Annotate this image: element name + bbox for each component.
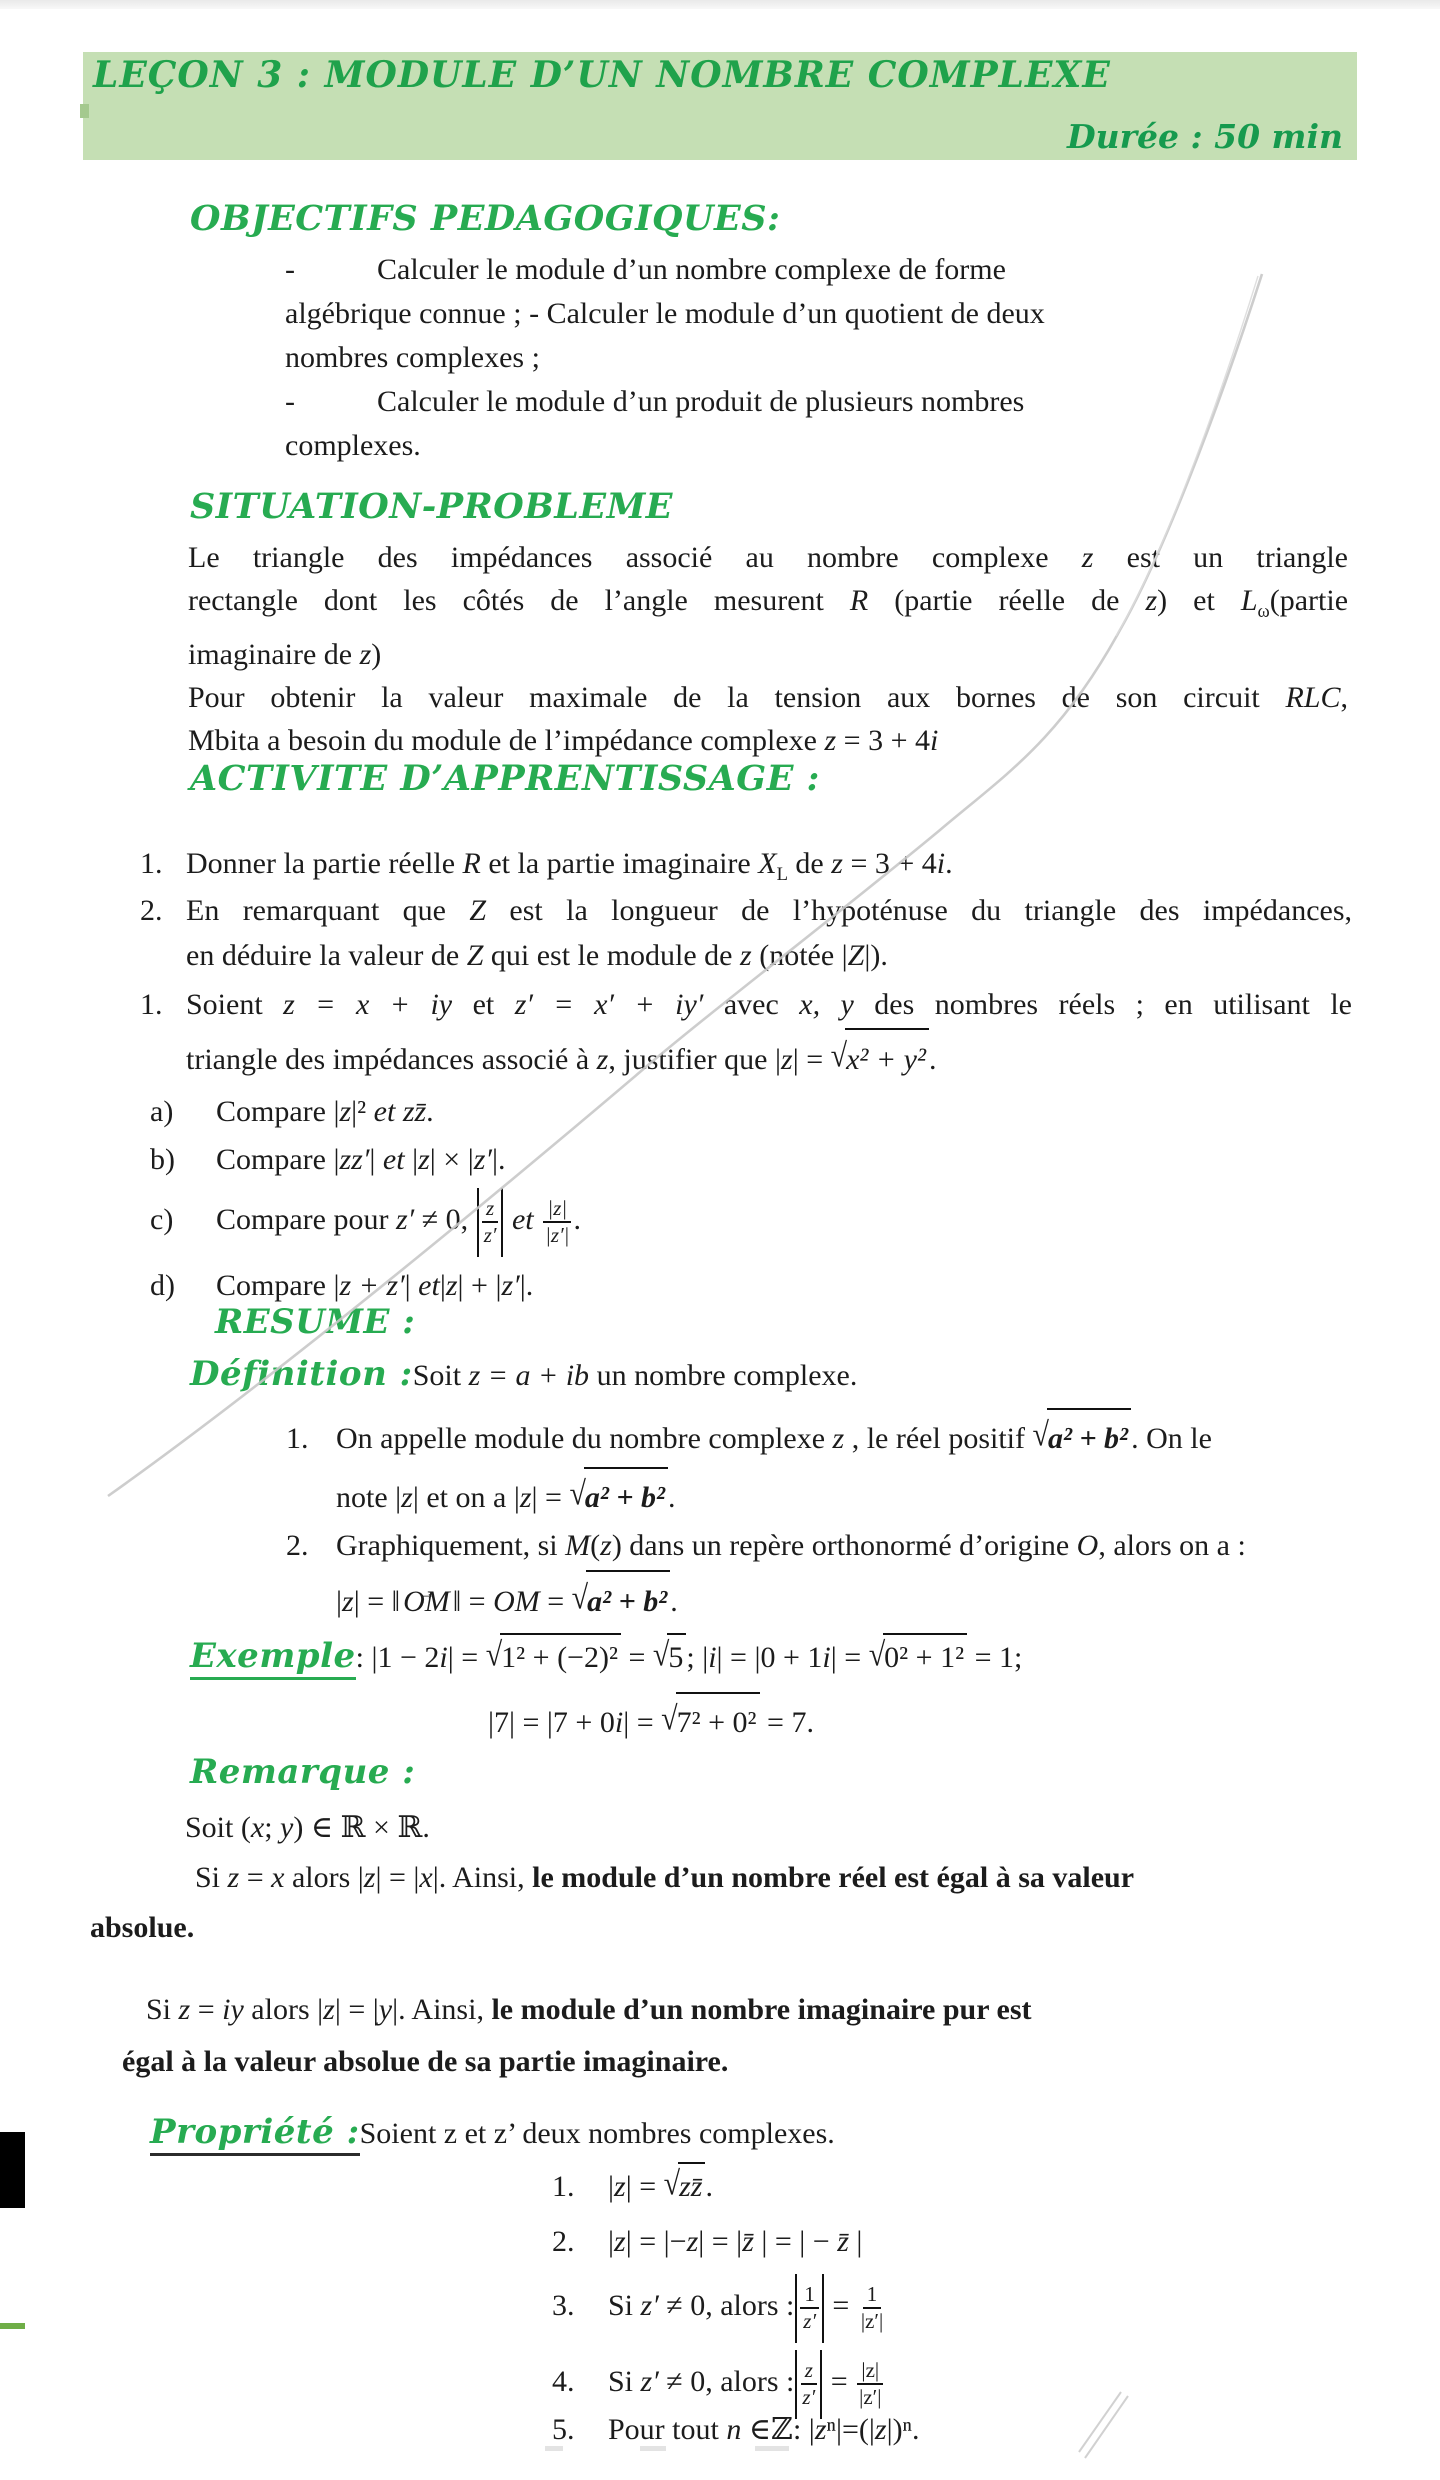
item-text: On appelle module du nombre complexe z , le réel positif √a² + b² . On le	[336, 1408, 1212, 1467]
item-text: Compare |z|² et zz̄.	[216, 1095, 434, 1128]
example-text: |1 − 2i| = √1² + (−2)² = √5 ; |i| = |0 + 1i| = √0² + 1² = 1;	[364, 1641, 1022, 1674]
item-marker: d)	[150, 1269, 175, 1302]
definition-line	[190, 1354, 857, 1398]
definition-item-1	[286, 1408, 1356, 1526]
item-number: 1.	[140, 988, 163, 1021]
item-text: Soient z = x + iy et z′ = x′ + iy′ avec x, y des nombres réels ; en utilisant le	[186, 988, 1352, 1021]
scan-artifact-faint-dash	[755, 2446, 789, 2451]
item-text: En remarquant que Z est la longueur de l’hypoténuse du triangle des impédances,	[186, 894, 1352, 927]
lesson-title: LEÇON 3 : MODULE D’UN NOMBRE COMPLEXE	[93, 54, 1111, 96]
example-line-2: |7| = |7 + 0i| = √7² + 0² = 7.	[488, 1692, 814, 1751]
item-text: Pour tout n ∈ℤ: |zⁿ|=(|z|)ⁿ.	[608, 2413, 920, 2446]
item-number: 3.	[552, 2289, 575, 2322]
item-marker: a)	[150, 1095, 174, 1128]
item-text: |z| = √zz̄ .	[608, 2162, 713, 2209]
scan-artifact-faint-dash	[640, 2446, 666, 2451]
situation-line: Mbita a besoin du module de l’impédance complexe z = 3 + 4i	[188, 724, 939, 757]
item-number: 2.	[140, 894, 163, 927]
item-number: 1.	[140, 847, 163, 880]
lesson-banner	[83, 52, 1357, 160]
item-number: 5.	[552, 2413, 575, 2446]
objective-line: algébrique connue ; - Calculer le module d’un quotient de deux	[285, 297, 1045, 330]
item-number: 4.	[552, 2365, 575, 2398]
example-colon: :	[355, 1641, 364, 1674]
bullet-dash: -	[285, 385, 295, 418]
item-text: |z| = ‖ OM → ‖ = OM = √a² + b² .	[336, 1570, 1246, 1631]
definition-intro: Soit z = a + ib un nombre complexe.	[412, 1359, 858, 1392]
situation-line: rectangle dont les côtés de l’angle mesurent R (partie réelle de z) et $L_\omega(partie$	[188, 584, 1349, 622]
objective-text: Calculer le module d’un nombre complexe de forme	[377, 253, 1006, 286]
property-item-2	[552, 2220, 862, 2264]
property-item-5	[552, 2408, 920, 2452]
activity-item-3	[140, 982, 1352, 1089]
objectives-paragraph	[285, 248, 1265, 468]
activity-subitem-c	[150, 1180, 581, 1260]
item-number: 2.	[552, 2225, 575, 2258]
definition-item-2	[286, 1522, 1356, 1631]
objective-line: complexes.	[285, 429, 421, 462]
item-number: 2.	[286, 1529, 309, 1562]
activity-subitem-a	[150, 1090, 434, 1134]
situation-heading: SITUATION-PROBLEME	[190, 486, 673, 527]
property-item-3	[552, 2266, 887, 2346]
lesson-duration: Durée : 50 min	[1066, 117, 1343, 156]
activity-heading: ACTIVITE D’APPRENTISSAGE :	[190, 758, 820, 799]
item-text: Compare pour z′ ≠ 0, $\frac{z}{z'}$ et $\frac{|z|}{|z'|}$ .	[216, 1180, 581, 1260]
item-number: 1.	[286, 1422, 309, 1455]
item-number: 1.	[552, 2170, 575, 2203]
remark-line: Si z = iy alors |z| = |y|. Ainsi, le module d’un nombre imaginaire pur est	[146, 1993, 1032, 2026]
definition-label: Définition :	[190, 1354, 413, 1394]
item-text: Si z′ ≠ 0, alors : $\frac{z}{z'}$ = $\frac{|z|}{|z'|}$	[608, 2342, 885, 2422]
objectives-heading: OBJECTIFS PEDAGOGIQUES:	[190, 198, 781, 239]
resume-heading: RESUME :	[215, 1302, 416, 1342]
remark-line: absolue.	[90, 1911, 195, 1944]
example-label: Exemple	[190, 1636, 356, 1680]
item-marker: c)	[150, 1203, 174, 1236]
item-text: Compare |z + z′| et|z| + |z′|.	[216, 1269, 534, 1302]
situation-line: Pour obtenir la valeur maximale de la tension aux bornes de son circuit RLC,	[188, 681, 1348, 714]
property-label: Propriété :	[150, 2112, 360, 2156]
item-text: note |z| et on a |z| = √a² + b² .	[336, 1467, 1212, 1526]
activity-item-2	[140, 888, 1352, 978]
example-line-1	[190, 1628, 1022, 1686]
scan-artifact-black-mark	[0, 2132, 25, 2208]
situation-paragraph	[188, 536, 1348, 762]
item-text: Graphiquement, si M(z) dans un repère orthonormé d’origine O, alors on a :	[336, 1529, 1246, 1562]
remark-heading: Remarque :	[190, 1752, 416, 1792]
objective-text: Calculer le module d’un produit de plusieurs nombres	[377, 385, 1025, 418]
remark-line: égal à la valeur absolue de sa partie imaginaire.	[122, 2045, 729, 2078]
page-top-edge	[0, 0, 1440, 9]
remark-line: Soit (x; y) ∈ ℝ × ℝ.	[185, 1811, 430, 1844]
objective-line	[285, 380, 1265, 424]
objective-line	[285, 248, 1265, 292]
activity-subitem-b	[150, 1138, 505, 1182]
item-text: Si z′ ≠ 0, alors : $\frac{1}{z'}$ = $\frac{1}{|z'|}$	[608, 2266, 887, 2346]
scan-artifact-green-mark	[0, 2323, 25, 2329]
item-text: Compare |zz′| et |z| × |z′|.	[216, 1143, 506, 1176]
item-text: Donner la partie réelle R et la partie imaginaire $X_L$ de z = 3 + 4i.	[186, 847, 953, 885]
situation-line: Le triangle des impédances associé au nombre complexe z est un triangle	[188, 541, 1348, 574]
item-text: triangle des impédances associé à z, justifier que |z| = √x² + y² .	[186, 1028, 1352, 1089]
item-text: en déduire la valeur de Z qui est le module de z (notée |Z|).	[186, 939, 888, 972]
objective-line: nombres complexes ;	[285, 341, 540, 374]
banner-notch	[80, 104, 89, 118]
remark-line: Si z = x alors |z| = |x|. Ainsi, le module d’un nombre réel est égal à sa valeur	[195, 1861, 1135, 1894]
item-marker: b)	[150, 1143, 175, 1176]
property-item-1	[552, 2162, 713, 2209]
property-line	[150, 2112, 835, 2152]
property-intro: Soient z et z’ deux nombres complexes.	[359, 2117, 835, 2150]
situation-line: imaginaire de z)	[188, 638, 382, 671]
scan-artifact-faint-dash	[545, 2446, 563, 2451]
bullet-dash: -	[285, 253, 295, 286]
item-text: |z| = |−z| = |z̄ | = | − z̄ |	[608, 2225, 863, 2258]
